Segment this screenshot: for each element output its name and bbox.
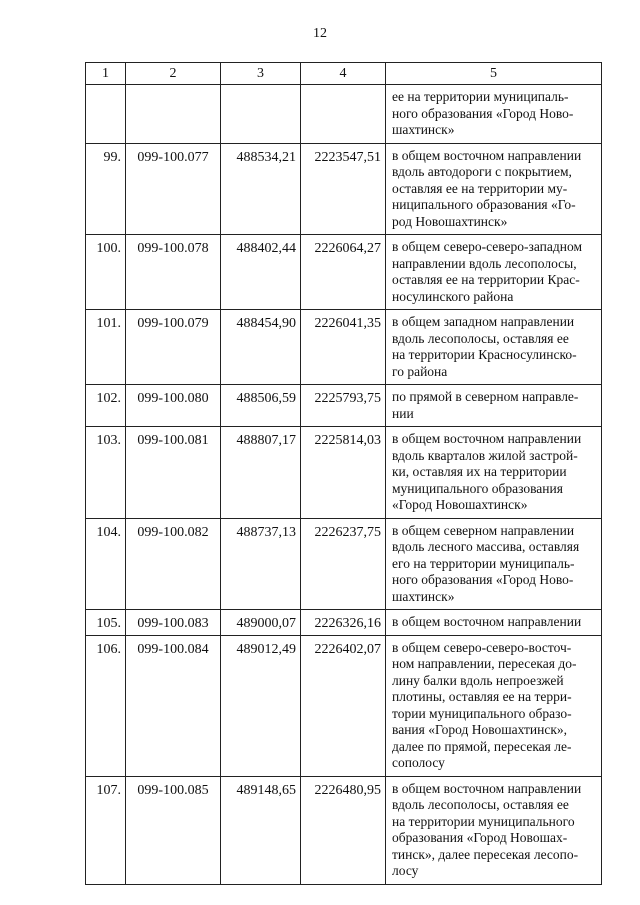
- table-row: [86, 385, 602, 427]
- description-line: ного образования «Город Ново-: [392, 572, 574, 587]
- point-code: 099-100.081: [126, 427, 221, 519]
- description-line: далее по прямой, пересекая ле-: [392, 738, 572, 754]
- description-line: шахтинск»: [392, 122, 455, 137]
- coordinate-y: 2226326,16: [301, 610, 386, 636]
- coordinate-x: 488737,13: [221, 518, 301, 610]
- coordinate-y: 2226480,95: [301, 776, 386, 884]
- row-number: 101.: [86, 310, 126, 385]
- boundary-description: [386, 85, 602, 144]
- description-line: образования «Город Новошах-: [392, 830, 568, 845]
- col-header-y: 4: [301, 63, 386, 85]
- row-number: 103.: [86, 427, 126, 519]
- coordinate-x: 489148,65: [221, 776, 301, 884]
- coordinate-y: 2226041,35: [301, 310, 386, 385]
- coordinate-y: 2225793,75: [301, 385, 386, 427]
- col-header-description: 5: [386, 63, 602, 85]
- description-line: вдоль лесополосы, оставляя ее: [392, 797, 569, 812]
- point-code: 099-100.079: [126, 310, 221, 385]
- description-line: в общем северном направлении: [392, 522, 575, 538]
- boundary-description: [386, 518, 602, 610]
- description-line: сополосу: [392, 755, 445, 770]
- description-line: по прямой в северном направле-: [392, 389, 579, 404]
- boundary-description: [386, 310, 602, 385]
- description-line: «Город Новошахтинск»: [392, 497, 528, 512]
- description-line: в общем северо-северо-западном: [392, 239, 583, 254]
- col-header-number: 1: [86, 63, 126, 85]
- description-line: муниципального образования: [392, 480, 563, 496]
- description-line: оставляя ее на территории Крас-: [392, 272, 580, 287]
- point-code: 099-100.080: [126, 385, 221, 427]
- coordinate-x: 488807,17: [221, 427, 301, 519]
- description-line: плотины, оставляя ее на терри-: [392, 689, 572, 704]
- boundary-description: [386, 235, 602, 310]
- description-line: ки, оставляя их на территории: [392, 464, 567, 479]
- col-header-code: 2: [126, 63, 221, 85]
- table-row: [86, 235, 602, 310]
- coordinate-x: 488454,90: [221, 310, 301, 385]
- row-number: 107.: [86, 776, 126, 884]
- description-line: его на территории муниципаль-: [392, 555, 575, 571]
- table-row: [86, 85, 602, 144]
- table-row: [86, 310, 602, 385]
- point-code: 099-100.077: [126, 143, 221, 235]
- table-row: [86, 143, 602, 235]
- boundary-description: [386, 776, 602, 884]
- coordinate-y: 2225814,03: [301, 427, 386, 519]
- description-line: в общем восточном направлении: [392, 431, 582, 446]
- row-number: 105.: [86, 610, 126, 636]
- coordinate-x: 489000,07: [221, 610, 301, 636]
- point-code: 099-100.078: [126, 235, 221, 310]
- row-number: 106.: [86, 635, 126, 776]
- description-line: тории муниципального образо-: [392, 705, 572, 721]
- description-line: нии: [392, 405, 414, 421]
- row-number: 100.: [86, 235, 126, 310]
- description-line: в общем восточном направлении: [392, 780, 582, 796]
- description-line: ного образования «Город Ново-: [392, 105, 574, 121]
- row-number: 104.: [86, 518, 126, 610]
- coordinate-y: 2226064,27: [301, 235, 386, 310]
- point-code: 099-100.083: [126, 610, 221, 636]
- description-line: направлении вдоль лесополосы,: [392, 255, 577, 271]
- table-header-row: [86, 63, 602, 85]
- coordinate-x: 489012,49: [221, 635, 301, 776]
- coordinate-x: 488506,59: [221, 385, 301, 427]
- page-number: 12: [313, 26, 327, 41]
- coordinate-y: 2226402,07: [301, 635, 386, 776]
- row-number: 102.: [86, 385, 126, 427]
- description-line: лину балки вдоль непроезжей: [392, 672, 564, 688]
- table-row: [86, 776, 602, 884]
- description-line: ном направлении, пересекая до-: [392, 656, 577, 671]
- description-line: лосу: [392, 863, 419, 878]
- col-header-x: 3: [221, 63, 301, 85]
- table-row: [86, 610, 602, 636]
- table-row: [86, 427, 602, 519]
- description-line: вдоль автодороги с покрытием,: [392, 164, 572, 179]
- coordinate-x: [221, 85, 301, 144]
- coordinate-y: 2226237,75: [301, 518, 386, 610]
- boundary-points-table: [85, 62, 602, 885]
- description-line: в общем восточном направлении: [392, 147, 582, 163]
- coordinate-y: 2223547,51: [301, 143, 386, 235]
- description-line: ее на территории муниципаль-: [392, 89, 569, 104]
- coordinate-x: 488402,44: [221, 235, 301, 310]
- point-code: 099-100.084: [126, 635, 221, 776]
- table-row: [86, 518, 602, 610]
- boundary-description: [386, 427, 602, 519]
- row-number: 99.: [86, 143, 126, 235]
- description-line: вания «Город Новошахтинск»,: [392, 722, 568, 737]
- description-line: на территории муниципального: [392, 813, 575, 829]
- description-line: вдоль лесного массива, оставляя: [392, 539, 580, 554]
- description-line: вдоль лесополосы, оставляя ее: [392, 330, 569, 346]
- boundary-description: [386, 385, 602, 427]
- description-line: оставляя ее на территории му-: [392, 180, 568, 196]
- description-line: ниципального образования «Го-: [392, 197, 576, 212]
- point-code: 099-100.085: [126, 776, 221, 884]
- description-line: род Новошахтинск»: [392, 213, 508, 229]
- point-code: [126, 85, 221, 144]
- description-line: в общем северо-северо-восточ-: [392, 639, 572, 655]
- description-line: го района: [392, 363, 448, 379]
- description-line: носулинского района: [392, 288, 514, 304]
- coordinate-y: [301, 85, 386, 144]
- description-line: в общем западном направлении: [392, 314, 575, 329]
- description-line: на территории Красносулинско-: [392, 347, 577, 362]
- table-row: [86, 635, 602, 776]
- row-number: [86, 85, 126, 144]
- description-line: в общем восточном направлении: [392, 614, 582, 629]
- description-line: шахтинск»: [392, 588, 455, 604]
- point-code: 099-100.082: [126, 518, 221, 610]
- description-line: вдоль кварталов жилой застрой-: [392, 447, 578, 463]
- boundary-description: [386, 635, 602, 776]
- boundary-description: [386, 610, 602, 636]
- boundary-description: [386, 143, 602, 235]
- description-line: тинск», далее пересекая лесопо-: [392, 846, 579, 862]
- coordinate-x: 488534,21: [221, 143, 301, 235]
